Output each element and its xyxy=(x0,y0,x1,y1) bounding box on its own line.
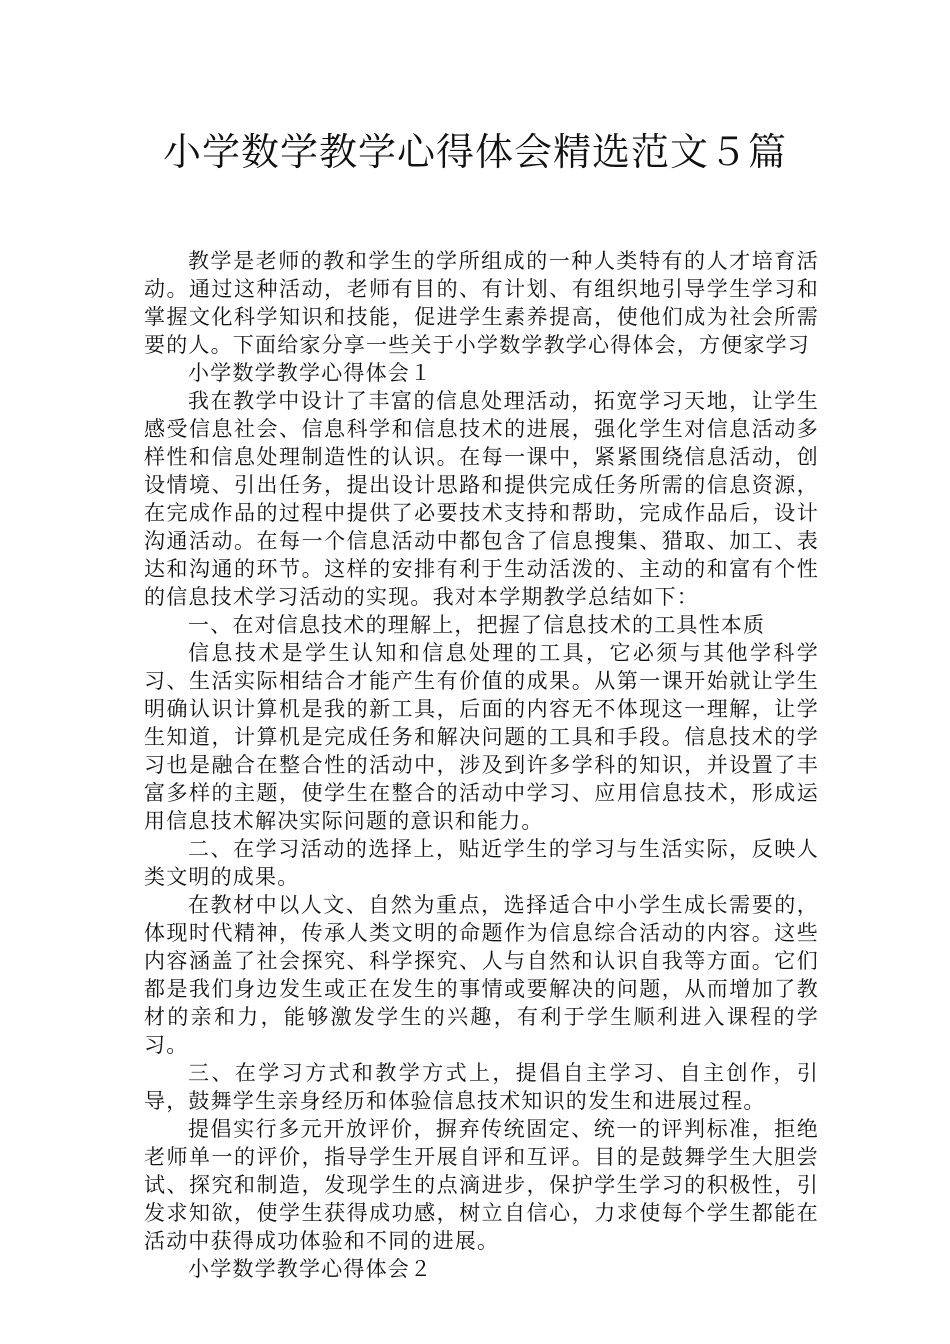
section-heading-1: 小学数学教学心得体会１ xyxy=(188,361,433,385)
subheading-3: 三、在学习方式和教学方式上，提倡自主学习、自主创作，引导，鼓舞学生亲身经历和体验信息技术知识的发生和进展过程。 xyxy=(144,1061,819,1113)
body-paragraph: 提倡实行多元开放评价，摒弃传统固定、统一的评判标准，拒绝老师单一的评价，指导学生开展自评和互评。目的是鼓舞学生大胆尝试、探究和制造，发现学生的点滴进步，保护学生学习的积极性，引发求知欲，使学生获得成功感，树立自信心，力求使每个学生都能在活动中获得成功体验和不同的进展。 xyxy=(144,1117,819,1253)
body-paragraph: 在教材中以人文、自然为重点，选择适合中小学生成长需要的，体现时代精神，传承人类文明的命题作为信息综合活动的内容。这些内容涵盖了社会探究、科学探究、人与自然和认识自我等方面。它们都是我们身边发生或正在发生的事情或要解决的问题，从而增加了教材的亲和力，能够激发学生的兴趣，有利于学生顺利进入课程的学习。 xyxy=(144,893,819,1057)
document-body xyxy=(144,247,819,1283)
intro-paragraph: 教学是老师的教和学生的学所组成的一种人类特有的人才培育活动。通过这种活动，老师有目的、有计划、有组织地引导学生学习和掌握文化科学知识和技能，促进学生素养提高，使他们成为社会所需要的人。下面给家分享一些关于小学数学教学心得体会，方便家学习 xyxy=(144,249,819,357)
body-paragraph: 我在教学中设计了丰富的信息处理活动，拓宽学习天地，让学生感受信息社会、信息科学和信息技术的进展，强化学生对信息活动多样性和信息处理制造性的认识。在每一课中，紧紧围绕信息活动，创设情境、引出任务，提出设计思路和提供完成任务所需的信息资源，在完成作品的过程中提供了必要技术支持和帮助，完成作品后，设计沟通活动。在每一个信息活动中都包含了信息搜集、猎取、加工、表达和沟通的环节。这样的安排有利于生动活泼的、主动的和富有个性的信息技术学习活动的实现。我对本学期教学总结如下： xyxy=(144,389,819,609)
section-heading-2: 小学数学教学心得体会２ xyxy=(188,1257,433,1281)
subheading-2: 二、在学习活动的选择上，贴近学生的学习与生活实际，反映人类文明的成果。 xyxy=(144,837,819,889)
subheading-1: 一、在对信息技术的理解上，把握了信息技术的工具性本质 xyxy=(188,613,766,637)
document-title: 小学数学教学心得体会精选范文５篇 xyxy=(162,130,787,174)
body-paragraph: 信息技术是学生认知和信息处理的工具，它必须与其他学科学习、生活实际相结合才能产生有价值的成果。从第一课开始就让学生明确认识计算机是我的新工具，后面的内容无不体现这一理解，让学生知道，计算机是完成任务和解决问题的工具和手段。信息技术的学习也是融合在整合性的活动中，涉及到许多学科的知识，并设置了丰富多样的主题，使学生在整合的活动中学习、应用信息技术，形成运用信息技术解决实际问题的意识和能力。 xyxy=(144,641,819,833)
